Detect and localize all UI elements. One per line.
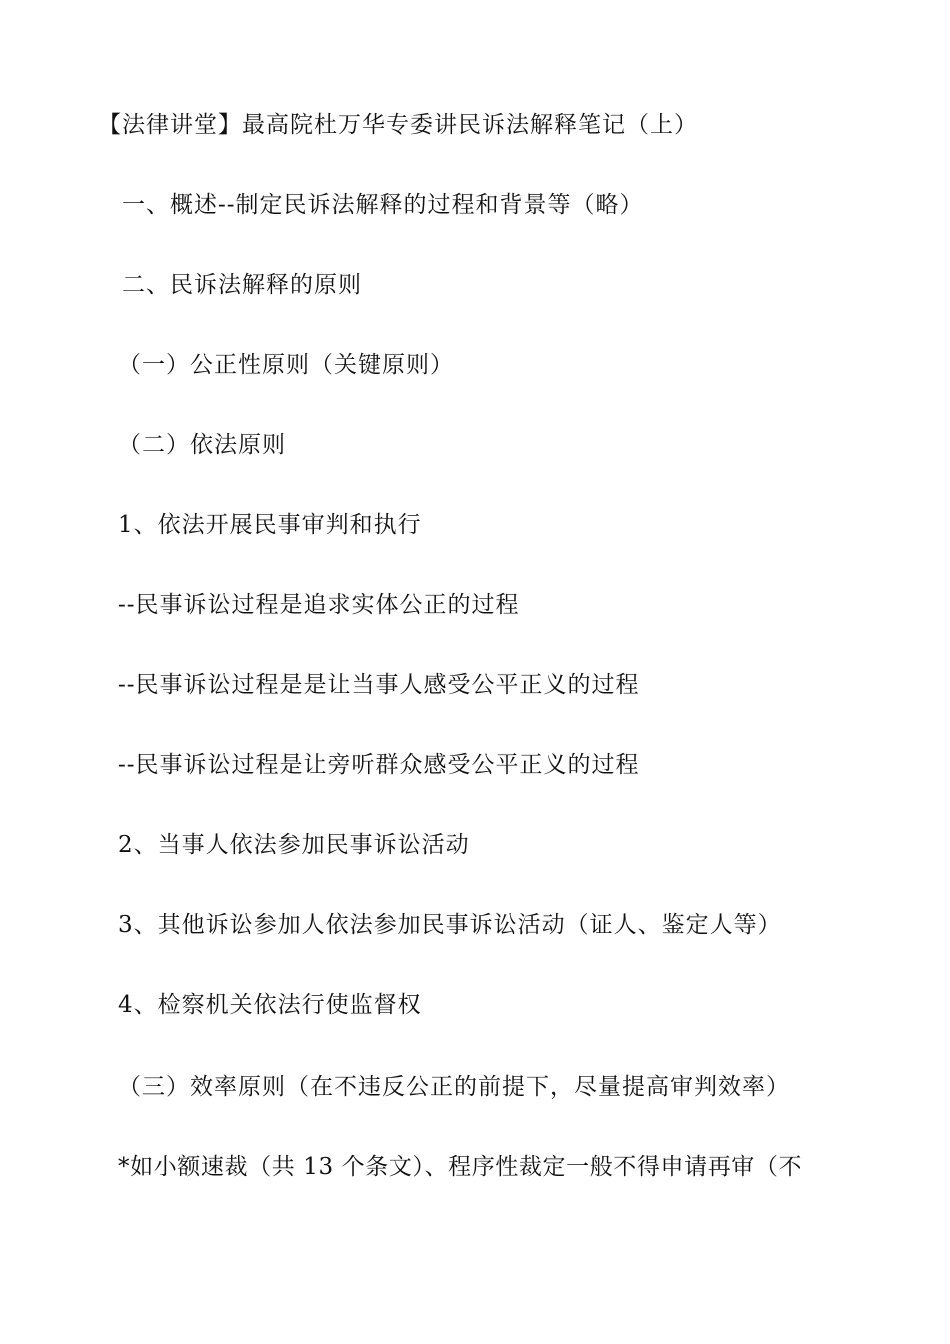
list-item-3: 3、其他诉讼参加人依法参加民事诉讼活动（证人、鉴定人等） — [118, 912, 782, 938]
list-item-2: 2、当事人依法参加民事诉讼活动 — [118, 832, 470, 858]
bullet-item-3: --民事诉讼过程是让旁听群众感受公平正义的过程 — [118, 752, 640, 778]
bullet-item-2: --民事诉讼过程是是让当事人感受公平正义的过程 — [118, 672, 640, 698]
subsection-efficiency: （三）效率原则（在不违反公正的前提下，尽量提高审判效率） — [118, 1074, 790, 1100]
note-line: *如小额速裁（共 13 个条文）、程序性裁定一般不得申请再审（不 — [118, 1154, 803, 1180]
subsection-legality: （二）依法原则 — [118, 432, 286, 458]
bullet-item-1: --民事诉讼过程是追求实体公正的过程 — [118, 592, 520, 618]
list-item-1: 1、依法开展民事审判和执行 — [118, 512, 422, 538]
section-principles: 二、民诉法解释的原则 — [122, 272, 362, 298]
section-overview: 一、概述--制定民诉法解释的过程和背景等（略） — [122, 192, 644, 218]
list-item-4: 4、检察机关依法行使监督权 — [118, 992, 422, 1018]
subsection-fairness: （一）公正性原则（关键原则） — [118, 352, 454, 378]
document-title: 【法律讲堂】最高院杜万华专委讲民诉法解释笔记（上） — [98, 112, 698, 138]
